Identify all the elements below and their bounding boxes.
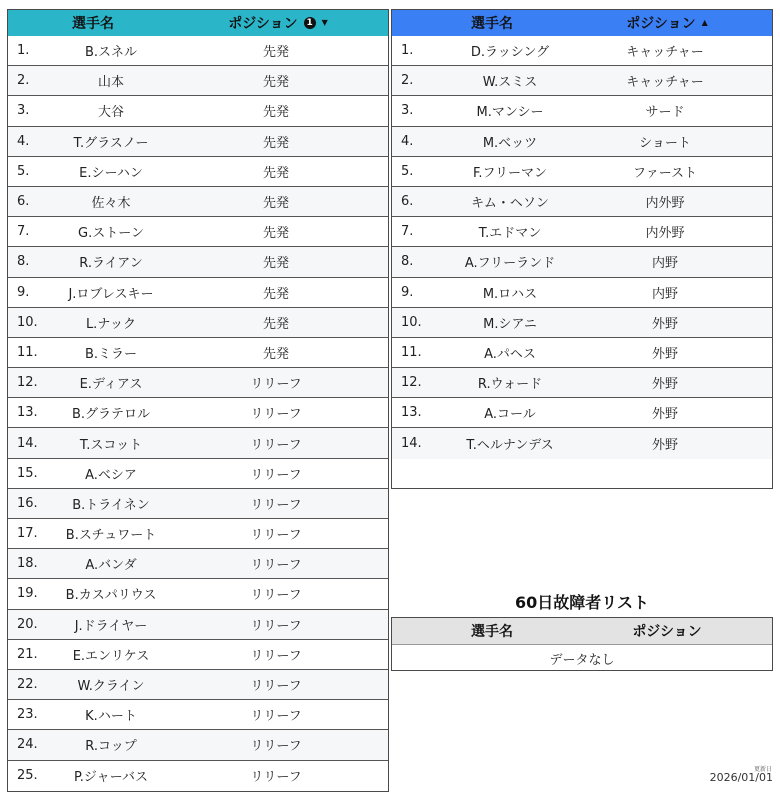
player-name: J.ドライヤー (74, 618, 148, 634)
player-name: G.ストーン (78, 226, 144, 242)
player-position: 内野 (651, 256, 678, 272)
player-name: T.グラスノー (73, 135, 149, 151)
player-position: リリーフ (250, 467, 302, 483)
column-header-position-label: ポジション (228, 16, 298, 32)
row-number: 7. (17, 224, 30, 240)
player-name: F.フリーマン (472, 165, 547, 181)
player-position: リリーフ (250, 618, 302, 634)
table-row (392, 398, 772, 428)
row-number: 25. (17, 768, 38, 784)
row-number: 12. (17, 375, 38, 391)
player-name: A.ベシア (85, 467, 137, 483)
player-position: リリーフ (250, 770, 302, 786)
player-position: 先発 (262, 346, 289, 362)
row-number: 6. (401, 194, 414, 210)
player-position: サード (645, 105, 685, 121)
table-row (392, 157, 772, 187)
table-row (8, 579, 388, 609)
table-row (8, 217, 388, 247)
player-name: キム・ヘソン (471, 196, 549, 212)
table-row (8, 761, 388, 791)
player-position: 内外野 (645, 196, 685, 212)
table-row (8, 700, 388, 730)
injured-list-table (391, 617, 773, 671)
pitchers-table-body (8, 36, 388, 791)
row-number: 3. (401, 103, 414, 119)
player-name: M.ベッツ (482, 135, 538, 151)
table-row (392, 96, 772, 126)
row-number: 19. (17, 586, 38, 602)
row-number: 17. (17, 526, 38, 542)
row-number: 4. (17, 133, 30, 149)
table-row (8, 459, 388, 489)
player-name: M.マンシー (476, 105, 544, 121)
table-row (8, 338, 388, 368)
player-name: A.バンダ (85, 558, 137, 574)
row-number: 4. (401, 133, 414, 149)
player-name: P.ジャーバス (73, 770, 149, 786)
player-name: R.ライアン (79, 256, 143, 272)
row-number: 18. (17, 556, 38, 572)
no-data-message: データなし (392, 644, 772, 672)
column-header-name[interactable]: 選手名 (471, 16, 513, 32)
sort-order-badge: 1 (304, 17, 316, 29)
player-name: E.ディアス (79, 377, 143, 393)
player-position: ファースト (632, 165, 698, 181)
row-number: 23. (17, 707, 38, 723)
row-number: 11. (17, 344, 38, 360)
table-row (8, 670, 388, 700)
table-row (392, 338, 772, 368)
player-position: リリーフ (250, 709, 302, 725)
player-name: T.ヘルナンデス (466, 438, 554, 454)
player-name: L.ナック (85, 316, 137, 332)
row-number: 15. (17, 465, 38, 481)
table-row (392, 66, 772, 96)
table-row (8, 247, 388, 277)
table-row (392, 368, 772, 398)
table-row (392, 187, 772, 217)
table-row (8, 157, 388, 187)
table-row (392, 217, 772, 247)
updated-date: 2026/01/01 (709, 771, 773, 784)
player-position: リリーフ (250, 588, 302, 604)
row-number: 14. (17, 435, 38, 451)
player-name: 佐々木 (91, 196, 131, 212)
table-row (8, 428, 388, 458)
table-row (8, 730, 388, 760)
player-position: 先発 (262, 165, 289, 181)
player-position: 外野 (651, 438, 678, 454)
table-row (392, 428, 772, 458)
player-position: リリーフ (250, 377, 302, 393)
injured-list-title: 60日故障者リスト (515, 593, 649, 612)
column-header-position-label: ポジション (626, 16, 696, 32)
player-name: B.トライネン (72, 497, 150, 513)
fielders-table-header (392, 10, 772, 36)
table-row (8, 36, 388, 66)
player-position: 先発 (262, 256, 289, 272)
table-row (8, 519, 388, 549)
player-position: リリーフ (250, 497, 302, 513)
row-number: 2. (401, 73, 414, 89)
row-number: 1. (401, 43, 414, 59)
table-row (8, 278, 388, 308)
player-position: リリーフ (250, 437, 302, 453)
player-position: 先発 (262, 75, 289, 91)
player-position: キャッチャー (626, 45, 704, 61)
player-name: A.フリーランド (464, 256, 556, 272)
player-position: リリーフ (250, 679, 302, 695)
table-row (8, 398, 388, 428)
table-row (392, 278, 772, 308)
player-position: 先発 (262, 316, 289, 332)
player-name: B.スチュワート (65, 528, 157, 544)
table-row (8, 549, 388, 579)
player-position: 外野 (651, 407, 678, 423)
player-name: M.ロハス (482, 286, 538, 302)
row-number: 13. (17, 405, 38, 421)
row-number: 1. (17, 43, 30, 59)
player-name: W.スミス (482, 75, 538, 91)
row-number: 9. (401, 284, 414, 300)
fielders-table-body (392, 36, 772, 459)
player-position: 先発 (262, 135, 289, 151)
table-row (8, 96, 388, 126)
table-row (392, 308, 772, 338)
player-position: 先発 (262, 226, 289, 242)
caret-down-icon: ▼ (321, 18, 328, 27)
player-name: M.シアニ (483, 316, 537, 332)
player-name: 大谷 (97, 105, 124, 121)
column-header-position[interactable]: ポジション (632, 624, 702, 640)
row-number: 24. (17, 737, 38, 753)
table-row (8, 127, 388, 157)
column-header-name[interactable]: 選手名 (471, 624, 513, 640)
table-row (8, 489, 388, 519)
row-number: 6. (17, 194, 30, 210)
player-position: ショート (639, 135, 691, 151)
pitchers-table (7, 9, 389, 792)
table-row (392, 247, 772, 277)
updated-label: 更新日 (753, 766, 772, 773)
player-position: 先発 (262, 105, 289, 121)
player-position: 先発 (262, 196, 289, 212)
row-number: 3. (17, 103, 30, 119)
row-number: 9. (17, 284, 30, 300)
player-name: J.ロブレスキー (68, 286, 154, 302)
player-position: 先発 (262, 45, 289, 61)
player-position: 先発 (262, 286, 289, 302)
player-position: 内外野 (645, 226, 685, 242)
player-name: B.スネル (84, 45, 138, 61)
column-header-position[interactable] (592, 13, 742, 33)
player-name: B.ミラー (84, 346, 138, 362)
player-name: D.ラッシング (470, 45, 550, 61)
row-number: 13. (401, 405, 422, 421)
row-number: 8. (401, 254, 414, 270)
row-number: 8. (17, 254, 30, 270)
row-number: 21. (17, 646, 38, 662)
row-number: 12. (401, 375, 422, 391)
pitchers-table-header (8, 10, 388, 36)
player-name: A.コール (484, 407, 536, 423)
player-position: リリーフ (250, 558, 302, 574)
player-position: リリーフ (250, 528, 302, 544)
player-position: 外野 (651, 377, 678, 393)
table-row (8, 308, 388, 338)
player-name: T.エドマン (478, 226, 542, 242)
table-row (392, 36, 772, 66)
table-row (8, 640, 388, 670)
player-position: 外野 (651, 346, 678, 362)
row-number: 7. (401, 224, 414, 240)
table-row (392, 127, 772, 157)
player-name: W.クライン (77, 679, 145, 695)
row-number: 10. (401, 314, 422, 330)
caret-up-icon: ▲ (701, 18, 708, 27)
player-position: リリーフ (250, 739, 302, 755)
player-position: キャッチャー (626, 75, 704, 91)
player-position: リリーフ (250, 407, 302, 423)
row-number: 22. (17, 677, 38, 693)
table-row (8, 610, 388, 640)
player-name: T.スコット (79, 437, 143, 453)
player-name: E.シーハン (79, 165, 143, 181)
column-header-name[interactable]: 選手名 (72, 16, 114, 32)
player-position: リリーフ (250, 648, 302, 664)
column-header-position[interactable] (178, 13, 378, 33)
player-name: A.パヘス (484, 346, 536, 362)
row-number: 5. (401, 163, 414, 179)
row-number: 11. (401, 344, 422, 360)
table-row (8, 187, 388, 217)
row-number: 20. (17, 616, 38, 632)
row-number: 5. (17, 163, 30, 179)
player-name: B.グラテロル (71, 407, 151, 423)
player-position: 外野 (651, 316, 678, 332)
injured-list-header (392, 618, 772, 644)
row-number: 2. (17, 73, 30, 89)
player-name: 山本 (97, 75, 124, 91)
row-number: 16. (17, 495, 38, 511)
player-name: R.コップ (85, 739, 137, 755)
player-name: E.エンリケス (72, 648, 150, 664)
table-row (8, 368, 388, 398)
player-name: K.ハート (85, 709, 137, 725)
player-position: 内野 (651, 286, 678, 302)
row-number: 10. (17, 314, 38, 330)
player-name: B.カスパリウス (65, 588, 157, 604)
table-row (8, 66, 388, 96)
player-name: R.ウォード (477, 377, 543, 393)
fielders-table (391, 9, 773, 489)
row-number: 14. (401, 436, 422, 452)
